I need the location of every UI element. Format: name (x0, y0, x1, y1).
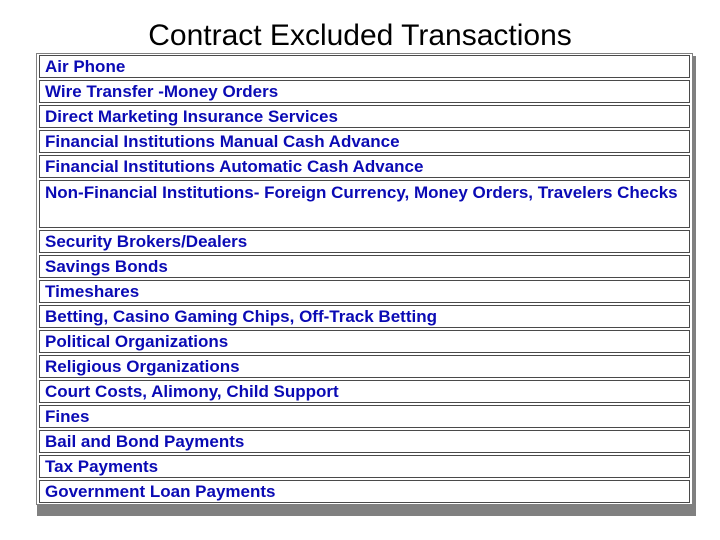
table-row: Tax Payments (39, 455, 690, 478)
table-row: Timeshares (39, 280, 690, 303)
excluded-transactions-table (36, 53, 693, 505)
table-row: Direct Marketing Insurance Services (39, 105, 690, 128)
table-row: Security Brokers/Dealers (39, 230, 690, 253)
table-row: Non-Financial Institutions- Foreign Currency, Money Orders, Travelers Checks (39, 180, 690, 228)
table-row: Financial Institutions Automatic Cash Advance (39, 155, 690, 178)
table-row: Political Organizations (39, 330, 690, 353)
table-row: Air Phone (39, 55, 690, 78)
table-row: Government Loan Payments (39, 480, 690, 503)
table-row: Bail and Bond Payments (39, 430, 690, 453)
table-row: Betting, Casino Gaming Chips, Off-Track Betting (39, 305, 690, 328)
table-row: Financial Institutions Manual Cash Advance (39, 130, 690, 153)
table-row: Religious Organizations (39, 355, 690, 378)
table-row: Fines (39, 405, 690, 428)
slide-title: Contract Excluded Transactions (148, 19, 572, 52)
table-row: Court Costs, Alimony, Child Support (39, 380, 690, 403)
table-row: Savings Bonds (39, 255, 690, 278)
table-row: Wire Transfer -Money Orders (39, 80, 690, 103)
